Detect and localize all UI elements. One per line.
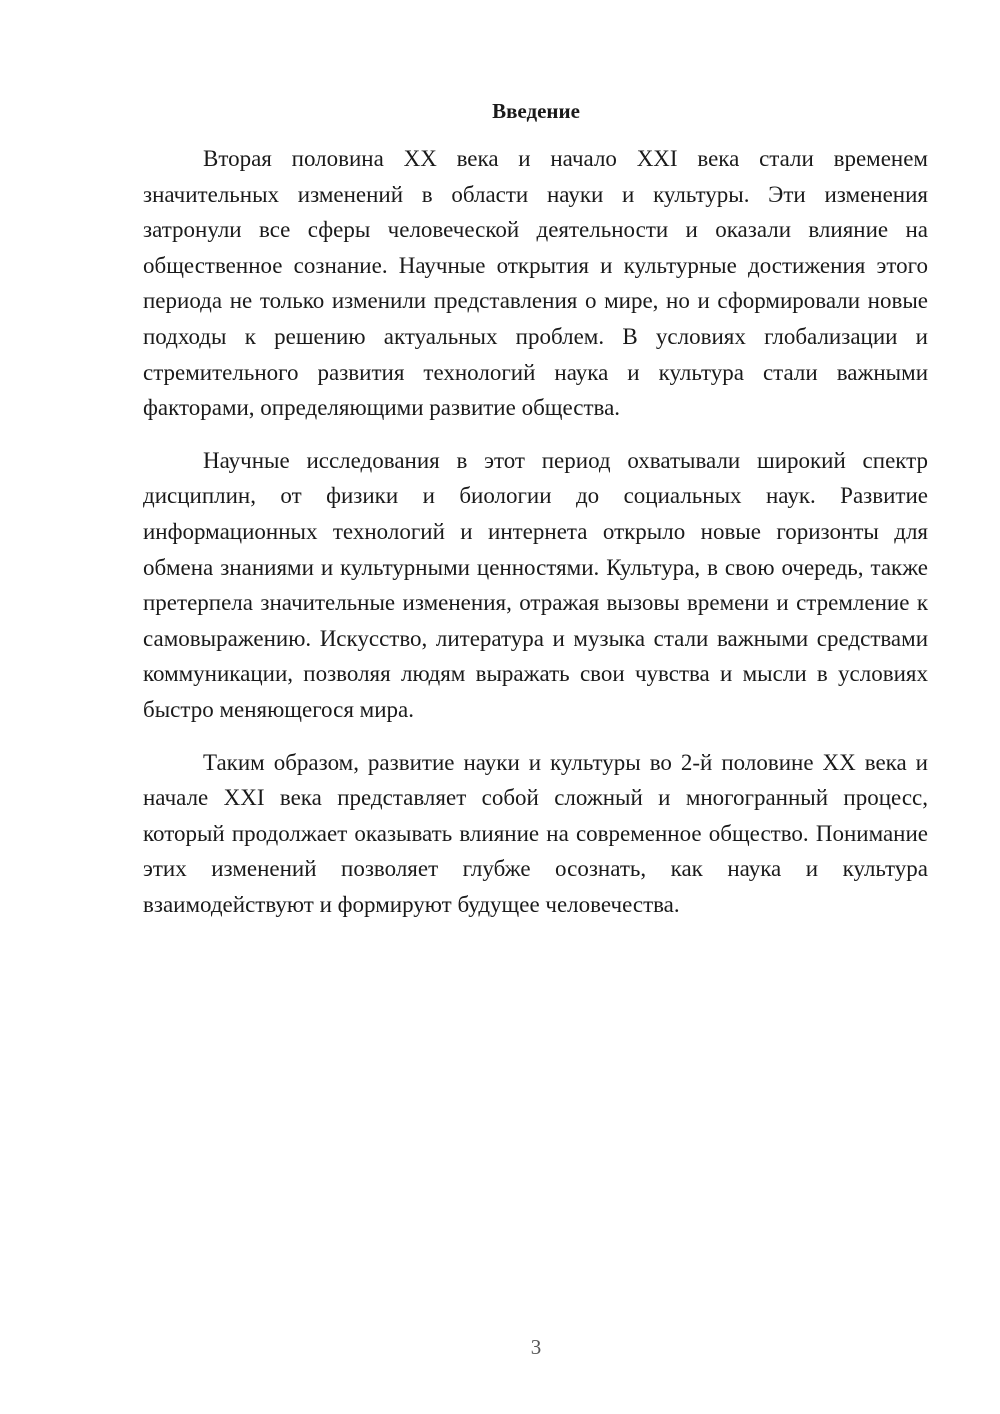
section-heading: Введение bbox=[492, 99, 580, 123]
paragraph-1: Вторая половина XX века и начало XXI века стали временем значительных изменений в области науки и культуры. Эти изменения затронули все сферы человеческой деятельности и оказали влияние на общественное сознание. Научные открытия и культурные достижения этого периода не только изменили представления о мире, но и сформировали новые подходы к решению актуальных проблем. В условиях глобализации и стремительного развития технологий наука и культура стали важными факторами, определяющими развитие общества. bbox=[143, 146, 928, 421]
paragraph-3: Таким образом, развитие науки и культуры во 2-й половине XX века и начале XXI века представляет собой сложный и многогранный процесс, который продолжает оказывать влияние на современное общество. Понимание этих изменений позволяет глубже осознать, как наука и культура взаимодействуют и формируют будущее человечества. bbox=[143, 749, 928, 917]
paragraph-2: Научные исследования в этот период охватывали широкий спектр дисциплин, от физики и биологии до социальных наук. Развитие информационных технологий и интернета открыло новые горизонты для обмена знаниями и культурными ценностями. Культура, в свою очередь, также претерпела значительные изменения, отражая вызовы времени и стремление к самовыражению. Искусство, литература и музыка стали важными средствами коммуникации, позволяя людям выражать свои чувства и мысли в условиях быстро меняющегося мира. bbox=[143, 447, 928, 722]
body-text bbox=[143, 141, 928, 939]
page-number: 3 bbox=[530, 1335, 542, 1359]
